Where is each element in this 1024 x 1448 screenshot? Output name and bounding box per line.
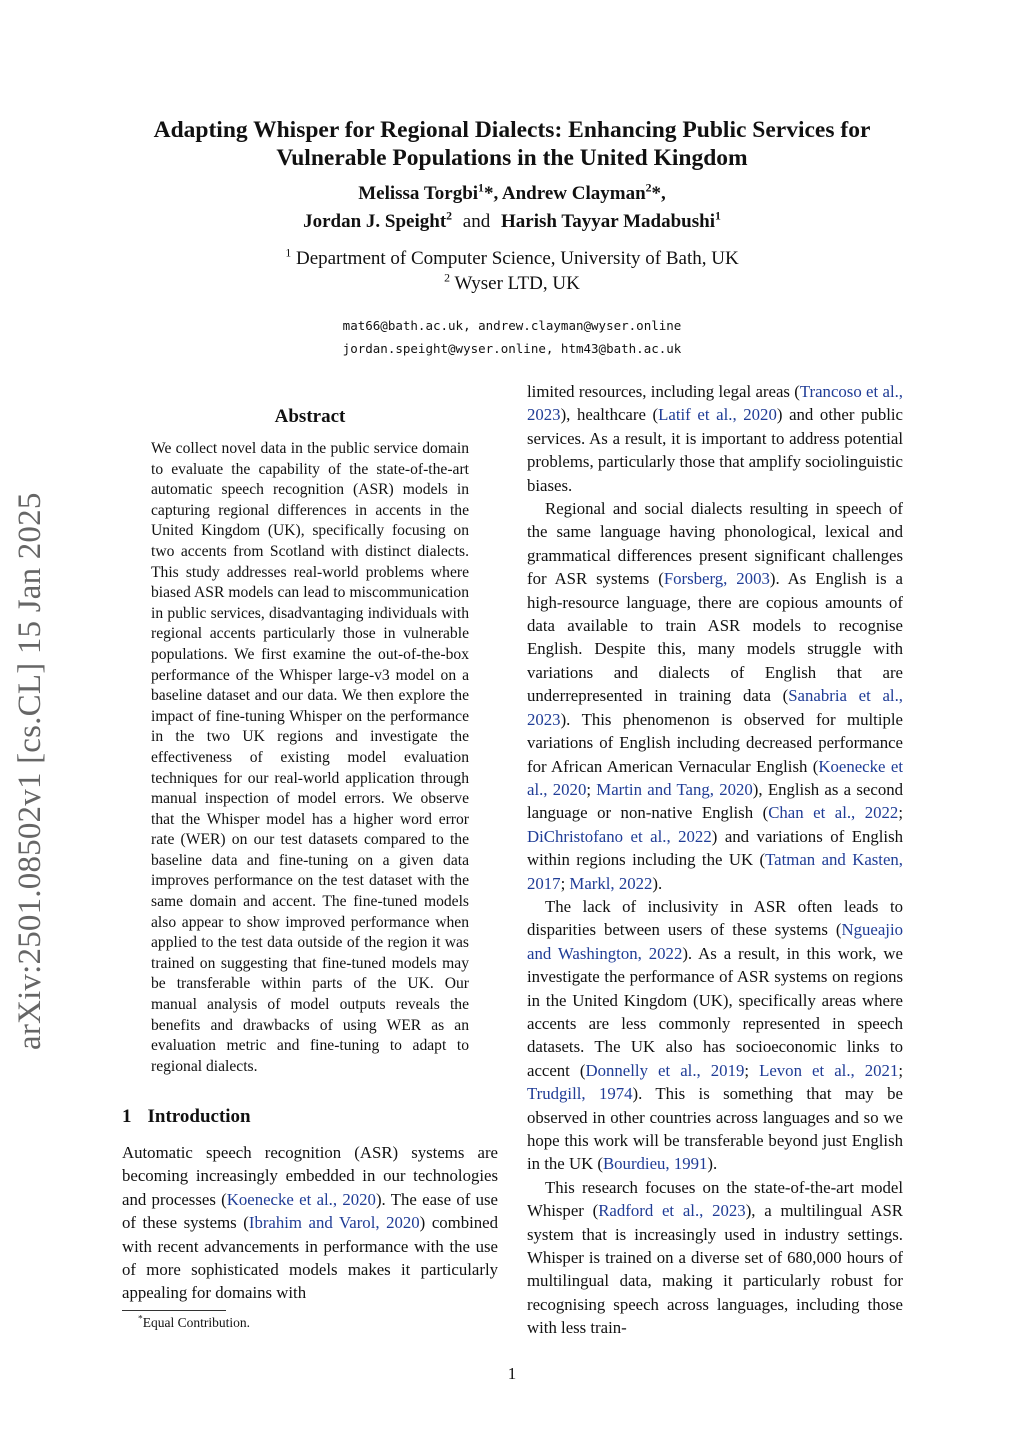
abstract-text: We collect novel data in the public service domain to evaluate the capability of the state-of-the-art automatic speech recognition (ASR) models in capturing regional differences in accents in the United Kingdom (UK), specifically focusing on two accents from Scotland with distinct dialects. This study addresses real-world problems where biased ASR models can lead to miscommunication in public services, disadvantaging individuals with regional accents particularly those in vulnerable populations. We first examine the out-of-the-box performance of the Whisper large-v3 model on a baseline dataset and our data. We then explore the impact of fine-tuning Whisper on the performance in the two UK regions and investigate the effectiveness of existing model evaluation techniques for our real-world application through manual inspection of model errors. We observe that the Whisper model has a higher word error rate (WER) on our test datasets compared to the baseline data and fine-tuning on a given data improves performance on the test dataset with the same domain and accent. The fine-tuned models also appear to show improved performance when applied to the test data outside of the region it was trained on suggesting that fine-tuned models may be transferable within parts of the UK. Our manual analysis of model outputs reveals the benefits and drawbacks of using WER as an evaluation metric and fine-tuning to adapt to regional dialects. — [151, 440, 469, 1075]
body-text: ) combined with recent advancements in performance with the use of more sophisticated models makes it particularly appealing for domains with — [122, 1213, 498, 1303]
citation-link[interactable]: Tatman and Kasten, 2017 — [527, 850, 904, 893]
left-column-body — [122, 1141, 498, 1305]
citation-link[interactable]: Radford et al., 2023 — [598, 1201, 746, 1221]
body-text: The lack of inclusivity in ASR often leads to disparities between users of these systems ( — [527, 896, 903, 940]
citation-separator: ; — [898, 803, 903, 823]
body-text: This research focuses on the state-of-the-art model Whisper ( — [527, 1177, 903, 1221]
citation-link[interactable]: Bourdieu, 1991 — [602, 1154, 708, 1174]
paragraph — [527, 895, 903, 1176]
author-name: Harish Tayyar Madabushi — [500, 211, 715, 232]
citation-link[interactable]: Ibrahim and Varol, 2020 — [248, 1213, 420, 1233]
body-text: Regional and social dialects resulting in speech of the same language having phonological, lexical and grammatical differences present significant challenges for ASR systems ( — [527, 499, 903, 589]
citation-link[interactable]: Donnelly et al., 2019 — [585, 1060, 745, 1080]
affiliation-marker: 2 — [446, 209, 453, 223]
abstract-heading: Abstract — [274, 406, 346, 427]
body-text: ). The ease of use of these systems ( — [122, 1189, 498, 1233]
affiliation-number: 2 — [444, 271, 451, 285]
affiliation-text: Department of Computer Science, University of Bath, UK — [295, 248, 739, 269]
citation-link[interactable]: DiChristofano et al., 2022 — [527, 826, 712, 846]
body-text: ). This is something that may be observed in other countries across languages and so we hope this work will be transferable beyond just English in the UK ( — [527, 1084, 903, 1174]
body-text: ). As English is a high-resource language, there are copious amounts of data available to train ASR models to recognise English. Despite this, many models struggle with variations and dialects of English that are underrepresented in training data ( — [527, 569, 903, 706]
section-number: 1 — [122, 1106, 132, 1127]
email-line-2: jordan.speight@wyser.online, htm43@bath.ac.uk — [342, 341, 682, 356]
footnote — [138, 1315, 250, 1331]
citation-link[interactable]: Levon et al., 2021 — [759, 1060, 899, 1080]
author-conjunction: and — [462, 211, 491, 232]
author-name: Jordan J. Speight — [303, 211, 447, 232]
body-text: ). As a result, in this work, we investigate the performance of ASR systems on regions in the United Kingdom (UK), specifically areas where accents are less commonly represented in speech datasets. The UK also has socioeconomic links to accent ( — [527, 943, 903, 1080]
affiliation-2 — [150, 271, 874, 296]
footnote-marker: * — [138, 1314, 143, 1325]
equal-contribution-marker: *, — [483, 183, 499, 204]
arxiv-identifier: arXiv:2501.08502v1 [cs.CL] 15 Jan 2025 — [12, 492, 48, 1050]
citation-link[interactable]: Koenecke et al., 2020 — [527, 756, 903, 799]
author-list — [150, 180, 874, 236]
body-text: ), healthcare ( — [560, 405, 659, 425]
equal-contribution-marker: *, — [651, 183, 666, 204]
citation-link[interactable]: Sanabria et al., 2023 — [527, 686, 903, 729]
paragraph — [122, 1141, 498, 1305]
section-heading-introduction — [122, 1106, 251, 1128]
body-text: limited resources, including legal areas ( — [527, 382, 800, 401]
citation-link[interactable]: Forsberg, 2003 — [663, 569, 770, 589]
citation-link[interactable]: Latif et al., 2020 — [658, 405, 777, 425]
authors-line-2 — [150, 208, 874, 236]
section-title: Introduction — [147, 1106, 251, 1127]
body-text: ) and other public services. As a result, it is important to address potential problems, particularly those that amplify sociolinguistic biases. — [527, 405, 903, 495]
paragraph — [527, 497, 903, 895]
page-number: 1 — [507, 1364, 517, 1383]
affiliations — [150, 246, 874, 296]
title-line-1: Adapting Whisper for Regional Dialects: Enhancing Public Services for — [153, 117, 871, 143]
citation-separator: ; — [560, 873, 570, 893]
authors-line-1 — [150, 180, 874, 208]
paragraph — [527, 1176, 903, 1340]
author-name: Andrew Clayman — [501, 183, 646, 204]
citation-link[interactable]: Martin and Tang, 2020 — [596, 779, 753, 799]
footnote-divider — [122, 1310, 226, 1311]
body-text: ). — [707, 1154, 718, 1174]
citation-separator: ; — [898, 1060, 904, 1080]
footnote-text: Equal Contribution. — [142, 1315, 250, 1330]
affiliation-1 — [150, 246, 874, 271]
affiliation-number: 1 — [285, 246, 292, 260]
author-emails — [150, 314, 874, 360]
body-text: ), English as a second language or non-native English ( — [527, 779, 903, 823]
citation-link[interactable]: Koenecke et al., 2020 — [226, 1189, 376, 1209]
right-column-body — [527, 380, 903, 1340]
author-name: Melissa Torgbi — [358, 183, 479, 204]
citation-link[interactable]: Ngueajio and Washington, 2022 — [527, 920, 903, 963]
citation-separator: ; — [586, 779, 597, 799]
body-text: ), a multilingual ASR system that is increasingly used in industry settings. Whisper is trained on a diverse set of 680,000 hours of multilingual data, making it particularly robust for recognising speech across languages, including those with less train- — [527, 1201, 903, 1338]
affiliation-marker: 2 — [645, 181, 652, 195]
email-line-1: mat66@bath.ac.uk, andrew.clayman@wyser.online — [342, 318, 682, 333]
citation-separator: ; — [744, 1060, 760, 1080]
body-text: Automatic speech recognition (ASR) systems are becoming increasingly embedded in our technologies and processes ( — [122, 1143, 498, 1209]
paragraph — [527, 380, 903, 497]
body-text: ) and variations of English within regions including the UK ( — [527, 826, 903, 870]
paper-title — [100, 116, 924, 172]
affiliation-marker: 1 — [478, 181, 484, 195]
body-text: ). — [652, 873, 663, 893]
citation-link[interactable]: Markl, 2022 — [569, 873, 653, 893]
citation-link[interactable]: Chan et al., 2022 — [768, 803, 899, 823]
affiliation-marker: 1 — [715, 209, 721, 223]
title-line-2: Vulnerable Populations in the United Kingdom — [276, 145, 748, 171]
body-text: ). This phenomenon is observed for multiple variations of English including decreased performance for African American Vernacular English ( — [527, 709, 903, 776]
citation-link[interactable]: Trudgill, 1974 — [527, 1084, 633, 1104]
citation-link[interactable]: Trancoso et al., 2023 — [527, 382, 903, 425]
affiliation-text: Wyser LTD, UK — [454, 273, 580, 294]
